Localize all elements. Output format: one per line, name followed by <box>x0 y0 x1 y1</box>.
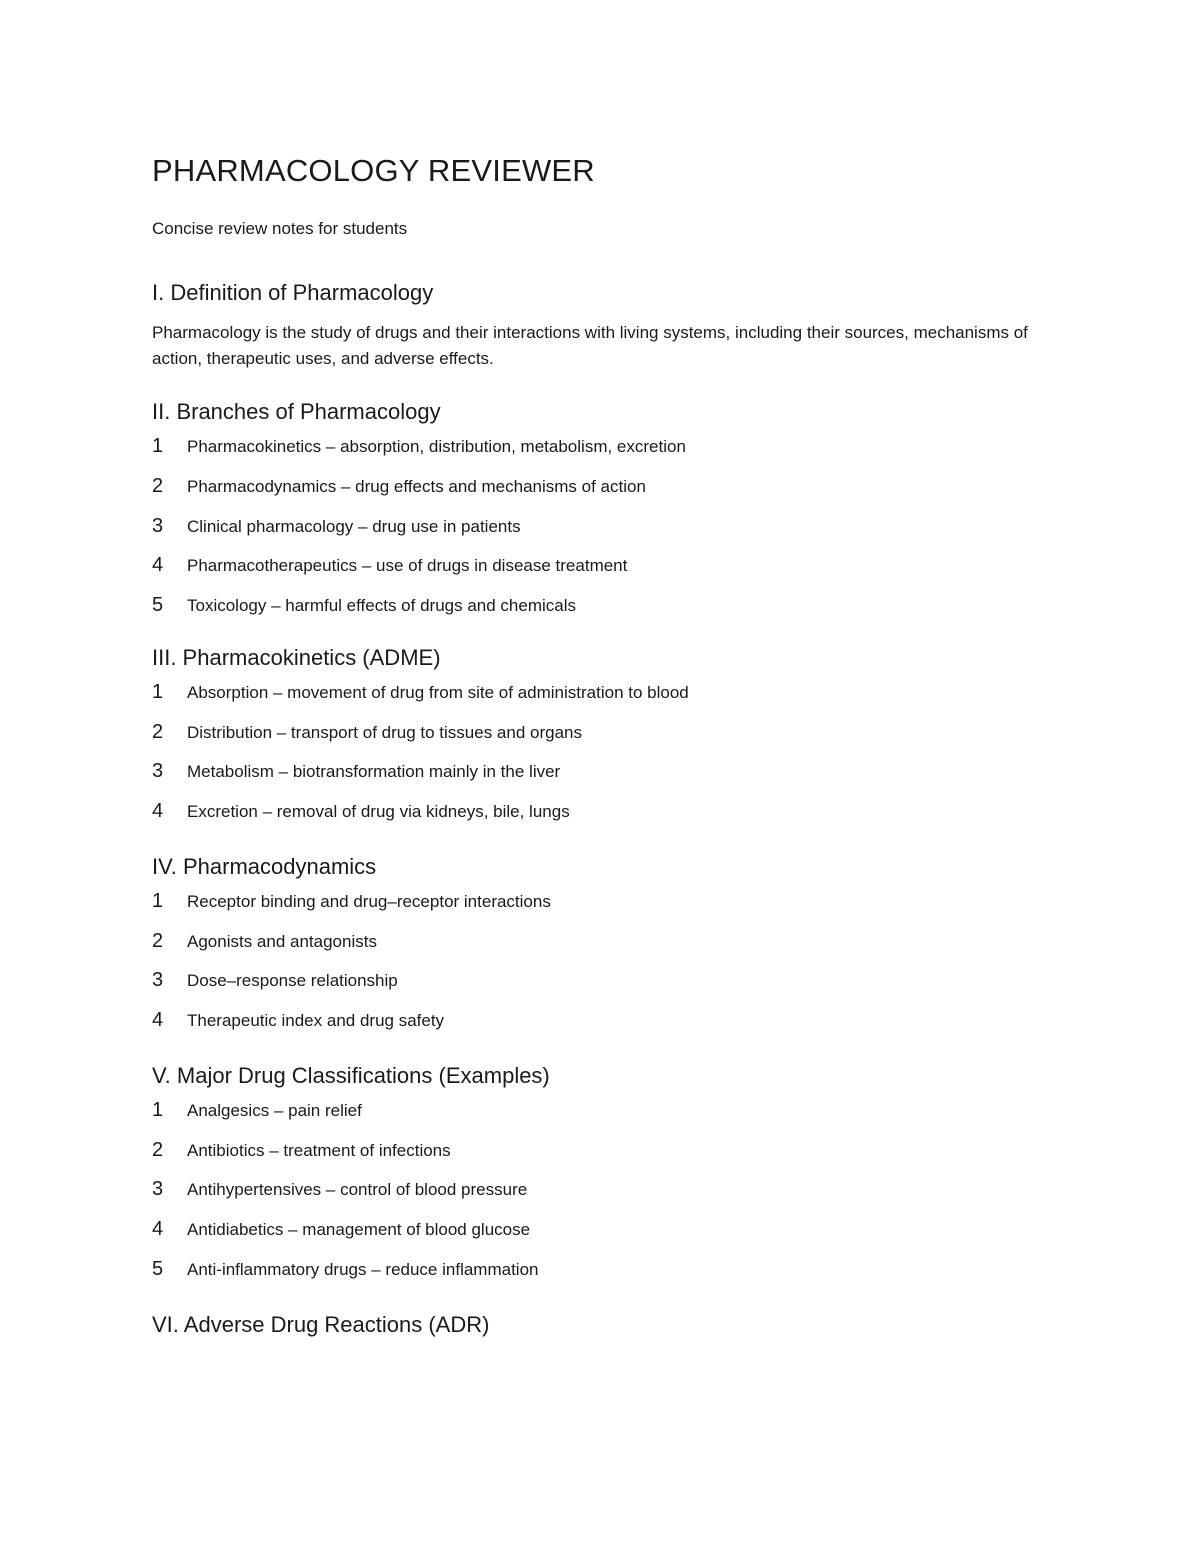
section-heading: VI. Adverse Drug Reactions (ADR) <box>152 1311 490 1337</box>
list-number: 1 <box>152 435 164 457</box>
list-item <box>152 760 1052 800</box>
list-number: 1 <box>152 889 164 912</box>
list-text: Excretion – removal of drug via kidneys, bile, lungs <box>187 802 570 821</box>
list-number: 2 <box>152 474 164 497</box>
list-text: Receptor binding and drug–receptor interactions <box>187 891 551 911</box>
list-number: 3 <box>152 969 164 992</box>
list-text: Pharmacodynamics – drug effects and mechanisms of action <box>187 476 646 496</box>
section-pharmacokinetics <box>152 645 1052 840</box>
list-number: 2 <box>152 929 164 952</box>
list-item <box>152 1009 1052 1049</box>
section-heading: II. Branches of Pharmacology <box>152 399 441 424</box>
list-number: 4 <box>152 1218 164 1240</box>
document-subtitle: Concise review notes for students <box>152 219 408 238</box>
list-item <box>152 721 1052 761</box>
list-text: Dose–response relationship <box>187 971 398 991</box>
adme-list <box>152 681 1052 840</box>
document-title: PHARMACOLOGY REVIEWER <box>152 153 595 188</box>
list-number: 2 <box>152 720 164 743</box>
list-number: 3 <box>152 514 164 537</box>
list-number: 3 <box>152 760 164 783</box>
list-text: Clinical pharmacology – drug use in patients <box>187 516 521 536</box>
list-number: 4 <box>152 800 164 822</box>
list-text: Antihypertensives – control of blood pressure <box>187 1180 528 1200</box>
list-item <box>152 1178 1052 1218</box>
list-number: 1 <box>152 1098 164 1121</box>
section-heading: I. Definition of Pharmacology <box>152 280 434 305</box>
list-text: Therapeutic index and drug safety <box>187 1011 445 1030</box>
list-item <box>152 435 1052 475</box>
list-item <box>152 594 1052 634</box>
list-text: Agonists and antagonists <box>187 931 377 951</box>
list-item <box>152 890 1052 930</box>
document-body <box>152 280 1052 1343</box>
list-number: 4 <box>152 554 164 577</box>
section-drug-classifications <box>152 1063 1052 1298</box>
list-text: Metabolism – biotransformation mainly in the liver <box>187 762 561 782</box>
list-text: Pharmacotherapeutics – use of drugs in disease treatment <box>187 556 628 576</box>
list-number: 2 <box>152 1138 164 1161</box>
section-branches <box>152 399 1052 634</box>
section-pharmacodynamics <box>152 854 1052 1049</box>
list-item <box>152 475 1052 515</box>
list-text: Pharmacokinetics – absorption, distribution, metabolism, excretion <box>187 437 686 456</box>
section-adverse-reactions <box>152 1312 1052 1343</box>
list-number: 5 <box>152 1257 164 1280</box>
list-item <box>152 1258 1052 1298</box>
list-number: 4 <box>152 1009 164 1031</box>
list-text: Antidiabetics – management of blood glucose <box>187 1220 531 1239</box>
list-text: Distribution – transport of drug to tissues and organs <box>187 722 582 742</box>
section-definition <box>152 280 1052 372</box>
list-text: Toxicology – harmful effects of drugs and chemicals <box>187 596 576 615</box>
list-item <box>152 969 1052 1009</box>
classifications-list <box>152 1099 1052 1298</box>
list-text: Absorption – movement of drug from site of administration to blood <box>187 682 689 702</box>
list-item <box>152 930 1052 970</box>
section-heading: V. Major Drug Classifications (Examples) <box>152 1062 550 1088</box>
branches-list <box>152 435 1052 634</box>
list-number: 1 <box>152 680 164 703</box>
section-heading: III. Pharmacokinetics (ADME) <box>152 644 441 670</box>
list-number: 5 <box>152 594 164 616</box>
list-item <box>152 681 1052 721</box>
list-item <box>152 515 1052 555</box>
section-heading: IV. Pharmacodynamics <box>152 853 377 879</box>
pharmacodynamics-list <box>152 890 1052 1049</box>
list-item <box>152 1218 1052 1258</box>
list-number: 3 <box>152 1178 164 1201</box>
definition-paragraph: Pharmacology is the study of drugs and their interactions with living systems, including their sources, mechanisms of action, therapeutic uses, and adverse effects. <box>152 323 1028 368</box>
list-item <box>152 800 1052 840</box>
list-text: Analgesics – pain relief <box>187 1100 362 1120</box>
list-item <box>152 554 1052 594</box>
list-text: Anti-inflammatory drugs – reduce inflammation <box>187 1259 539 1279</box>
list-item <box>152 1139 1052 1179</box>
list-item <box>152 1099 1052 1139</box>
list-text: Antibiotics – treatment of infections <box>187 1140 451 1160</box>
